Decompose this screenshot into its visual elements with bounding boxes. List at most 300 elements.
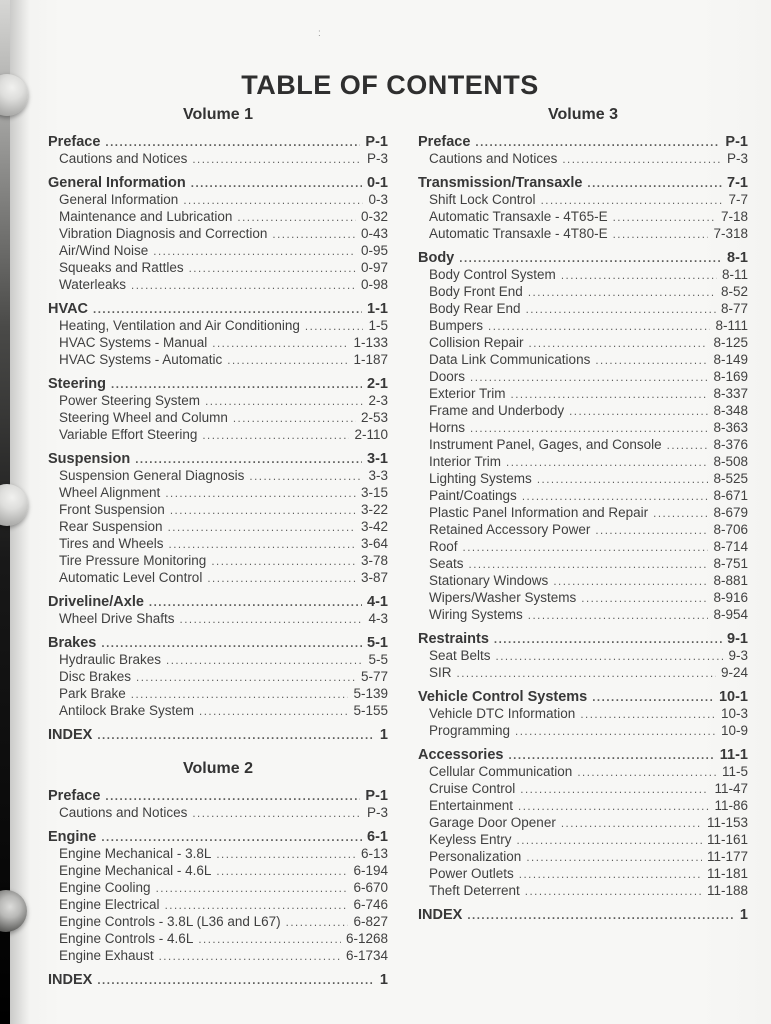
dot-leader bbox=[528, 608, 709, 624]
toc-section-header bbox=[48, 829, 388, 846]
dot-leader bbox=[470, 421, 708, 437]
toc-entry bbox=[48, 410, 388, 427]
entry-label: Cellular Communication bbox=[429, 764, 573, 779]
dot-leader bbox=[105, 789, 360, 805]
page-number: 8-125 bbox=[713, 335, 748, 350]
dot-leader bbox=[105, 135, 360, 151]
page-number: 8-363 bbox=[713, 420, 748, 435]
dot-leader bbox=[457, 666, 716, 682]
toc-entry bbox=[48, 468, 388, 485]
dot-leader bbox=[156, 881, 349, 897]
page-number: 10-1 bbox=[718, 689, 748, 705]
page-number: 1-1 bbox=[367, 301, 388, 317]
page-number: 0-32 bbox=[360, 209, 388, 224]
toc-section bbox=[48, 594, 388, 628]
entry-label: Personalization bbox=[429, 849, 522, 864]
entry-label: Engine Electrical bbox=[59, 897, 160, 912]
page-number: 8-508 bbox=[713, 454, 748, 469]
page-number: 8-525 bbox=[713, 471, 748, 486]
page-number: 1-5 bbox=[368, 318, 388, 333]
entry-label: Frame and Underbody bbox=[429, 403, 565, 418]
entry-label: Shift Lock Control bbox=[429, 192, 536, 207]
entry-label: Driveline/Axle bbox=[48, 594, 144, 610]
dot-leader bbox=[518, 799, 709, 815]
dot-leader bbox=[470, 370, 708, 386]
entry-label: Wiring Systems bbox=[429, 607, 523, 622]
entry-label: Waterleaks bbox=[59, 277, 127, 292]
entry-label: Wheel Alignment bbox=[59, 485, 161, 500]
page-number: 10-9 bbox=[720, 723, 748, 738]
page-number: 8-337 bbox=[713, 386, 748, 401]
page-number: 8-679 bbox=[713, 505, 748, 520]
page-number: 8-376 bbox=[713, 437, 748, 452]
toc-entry bbox=[48, 846, 388, 863]
toc-entry bbox=[48, 260, 388, 277]
dot-leader bbox=[553, 574, 708, 590]
entry-label: Interior Trim bbox=[429, 454, 502, 469]
toc-entry bbox=[418, 590, 748, 607]
entry-label: Preface bbox=[48, 788, 101, 804]
entry-label: Engine bbox=[48, 829, 97, 845]
entry-label: Front Suspension bbox=[59, 502, 165, 517]
toc-section-header bbox=[48, 972, 388, 989]
page-number: 3-3 bbox=[368, 468, 388, 483]
page-number: 8-348 bbox=[713, 403, 748, 418]
toc-entry bbox=[418, 723, 748, 740]
entry-label: Squeaks and Rattles bbox=[59, 260, 184, 275]
page-number: 2-53 bbox=[360, 410, 388, 425]
entry-label: INDEX bbox=[48, 972, 93, 988]
entry-label: Preface bbox=[418, 134, 471, 150]
toc-entry bbox=[418, 226, 748, 243]
toc-entry bbox=[418, 386, 748, 403]
toc-entry bbox=[418, 573, 748, 590]
toc-section-header bbox=[48, 175, 388, 192]
toc-entry bbox=[48, 652, 388, 669]
page-number: 7-18 bbox=[720, 209, 748, 224]
dot-leader bbox=[198, 932, 341, 948]
entry-label: Automatic Transaxle - 4T65-E bbox=[429, 209, 608, 224]
toc-section-header bbox=[48, 301, 388, 318]
dot-leader bbox=[135, 452, 362, 468]
dot-leader bbox=[520, 782, 709, 798]
dot-leader bbox=[97, 973, 375, 989]
page-number: 6-194 bbox=[353, 863, 388, 878]
dot-leader bbox=[653, 506, 708, 522]
toc-section-header bbox=[418, 175, 748, 192]
entry-label: Tires and Wheels bbox=[59, 536, 164, 551]
dot-leader bbox=[580, 707, 716, 723]
dot-leader bbox=[459, 251, 722, 267]
toc-section bbox=[48, 376, 388, 444]
dot-leader bbox=[613, 227, 709, 243]
dot-leader bbox=[131, 278, 356, 294]
toc-entry bbox=[418, 420, 748, 437]
entry-label: Keyless Entry bbox=[429, 832, 512, 847]
dot-leader bbox=[515, 724, 716, 740]
dot-leader bbox=[496, 649, 724, 665]
dot-leader bbox=[506, 455, 708, 471]
toc-entry bbox=[418, 815, 748, 832]
page-number: P-3 bbox=[726, 151, 748, 166]
page-number: 7-1 bbox=[727, 175, 748, 191]
toc-section-header bbox=[48, 727, 388, 744]
toc-section bbox=[48, 972, 388, 989]
entry-label: Garage Door Opener bbox=[429, 815, 556, 830]
toc-entry bbox=[48, 393, 388, 410]
toc-entry bbox=[418, 648, 748, 665]
dot-leader bbox=[569, 404, 708, 420]
toc-section bbox=[48, 829, 388, 965]
entry-label: Cautions and Notices bbox=[429, 151, 558, 166]
entry-label: Cautions and Notices bbox=[59, 151, 188, 166]
entry-label: Automatic Transaxle - 4T80-E bbox=[429, 226, 608, 241]
entry-label: Power Steering System bbox=[59, 393, 201, 408]
page-number: 9-1 bbox=[727, 631, 748, 647]
page-title: TABLE OF CONTENTS bbox=[241, 70, 539, 101]
dot-leader bbox=[216, 864, 348, 880]
entry-label: Suspension General Diagnosis bbox=[59, 468, 245, 483]
dot-leader bbox=[205, 394, 363, 410]
dot-leader bbox=[522, 489, 709, 505]
toc-entry bbox=[418, 471, 748, 488]
toc-section bbox=[418, 134, 748, 168]
page-number: 5-1 bbox=[367, 635, 388, 651]
dot-leader bbox=[180, 612, 364, 628]
page-number: P-3 bbox=[366, 151, 388, 166]
page-number: 8-52 bbox=[720, 284, 748, 299]
toc-entry bbox=[48, 151, 388, 168]
toc-entry bbox=[418, 301, 748, 318]
entry-label: Rear Suspension bbox=[59, 519, 163, 534]
entry-label: Maintenance and Lubrication bbox=[59, 209, 233, 224]
toc-entry bbox=[48, 519, 388, 536]
dot-leader bbox=[525, 884, 702, 900]
entry-label: Brakes bbox=[48, 635, 97, 651]
dot-leader bbox=[199, 704, 348, 720]
toc-entry bbox=[418, 665, 748, 682]
volume-heading: Volume 2 bbox=[183, 760, 253, 777]
dot-leader bbox=[561, 816, 702, 832]
toc-section-header bbox=[418, 907, 748, 924]
toc-section-header bbox=[48, 788, 388, 805]
page-number: 1-133 bbox=[353, 335, 388, 350]
page-number: 5-77 bbox=[360, 669, 388, 684]
dot-leader bbox=[249, 469, 363, 485]
dot-leader bbox=[592, 690, 714, 706]
entry-label: Vehicle DTC Information bbox=[429, 706, 576, 721]
page-number: 1 bbox=[379, 972, 388, 988]
toc-entry bbox=[418, 607, 748, 624]
toc-entry bbox=[48, 335, 388, 352]
dot-leader bbox=[212, 336, 348, 352]
dot-leader bbox=[529, 336, 709, 352]
page-number: 0-98 bbox=[360, 277, 388, 292]
page-number: 2-1 bbox=[367, 376, 388, 392]
toc-entry bbox=[48, 352, 388, 369]
entry-label: Engine Cooling bbox=[59, 880, 151, 895]
entry-label: Steering Wheel and Column bbox=[59, 410, 228, 425]
dot-leader bbox=[216, 847, 356, 863]
entry-label: Paint/Coatings bbox=[429, 488, 517, 503]
dot-leader bbox=[463, 540, 709, 556]
entry-label: Lighting Systems bbox=[429, 471, 532, 486]
toc-entry bbox=[48, 570, 388, 587]
page-number: 8-714 bbox=[713, 539, 748, 554]
toc-entry bbox=[48, 553, 388, 570]
entry-label: Air/Wind Noise bbox=[59, 243, 149, 258]
dot-leader bbox=[562, 152, 722, 168]
dot-leader bbox=[613, 210, 716, 226]
entry-label: Cruise Control bbox=[429, 781, 516, 796]
toc-entry bbox=[418, 522, 748, 539]
entry-label: Tire Pressure Monitoring bbox=[59, 553, 207, 568]
dot-leader bbox=[136, 670, 356, 686]
toc-section bbox=[418, 689, 748, 740]
entry-label: Retained Accessory Power bbox=[429, 522, 591, 537]
entry-label: Hydraulic Brakes bbox=[59, 652, 162, 667]
entry-label: Horns bbox=[429, 420, 466, 435]
page-number: 7-318 bbox=[713, 226, 748, 241]
dot-leader bbox=[541, 193, 724, 209]
dot-leader bbox=[233, 411, 356, 427]
dot-leader bbox=[169, 537, 356, 553]
toc-entry bbox=[48, 669, 388, 686]
dot-leader bbox=[168, 520, 356, 536]
toc-entry bbox=[48, 805, 388, 822]
entry-label: Body bbox=[418, 250, 455, 266]
toc-entry bbox=[48, 863, 388, 880]
dot-leader bbox=[101, 830, 362, 846]
page-number: 3-87 bbox=[360, 570, 388, 585]
toc-section-header bbox=[418, 134, 748, 151]
toc-section-header bbox=[48, 134, 388, 151]
toc-entry bbox=[418, 556, 748, 573]
toc-entry bbox=[48, 536, 388, 553]
entry-label: Cautions and Notices bbox=[59, 805, 188, 820]
toc-entry bbox=[48, 703, 388, 720]
entry-label: Accessories bbox=[418, 747, 504, 763]
toc-section-header bbox=[48, 376, 388, 393]
toc-entry bbox=[48, 226, 388, 243]
dot-leader bbox=[170, 503, 356, 519]
dot-leader bbox=[111, 377, 362, 393]
page-number: 8-111 bbox=[715, 318, 748, 333]
page-number: 6-1734 bbox=[345, 948, 388, 963]
dot-leader bbox=[189, 261, 356, 277]
dot-leader bbox=[528, 285, 716, 301]
toc-entry bbox=[418, 764, 748, 781]
dot-leader bbox=[227, 353, 348, 369]
toc-entry bbox=[48, 880, 388, 897]
page-number: 7-7 bbox=[728, 192, 748, 207]
entry-label: Automatic Level Control bbox=[59, 570, 203, 585]
entry-label: Wipers/Washer Systems bbox=[429, 590, 577, 605]
page-number: 8-954 bbox=[713, 607, 748, 622]
page-number: 0-43 bbox=[360, 226, 388, 241]
page-number: 0-95 bbox=[360, 243, 388, 258]
toc-entry bbox=[418, 454, 748, 471]
page-number: 11-153 bbox=[706, 815, 748, 830]
page-number: 11-1 bbox=[719, 747, 748, 763]
entry-label: Disc Brakes bbox=[59, 669, 132, 684]
toc-entry bbox=[418, 505, 748, 522]
dot-leader bbox=[149, 595, 362, 611]
page-number: 3-15 bbox=[360, 485, 388, 500]
toc-entry bbox=[48, 897, 388, 914]
dot-leader bbox=[211, 554, 356, 570]
toc-section-header bbox=[48, 635, 388, 652]
page-number: 6-827 bbox=[353, 914, 388, 929]
entry-label: Engine Controls - 4.6L bbox=[59, 931, 194, 946]
dot-leader bbox=[272, 227, 356, 243]
dot-leader bbox=[202, 428, 349, 444]
dot-leader bbox=[595, 353, 708, 369]
entry-label: Seats bbox=[429, 556, 464, 571]
page-number: 3-22 bbox=[360, 502, 388, 517]
dot-leader bbox=[166, 653, 363, 669]
entry-label: Steering bbox=[48, 376, 107, 392]
dot-leader bbox=[207, 571, 356, 587]
toc-entry bbox=[418, 403, 748, 420]
page-number: 10-3 bbox=[720, 706, 748, 721]
entry-label: INDEX bbox=[418, 907, 463, 923]
toc-entry bbox=[48, 427, 388, 444]
page-number: 9-24 bbox=[720, 665, 748, 680]
toc-entry bbox=[418, 488, 748, 505]
entry-label: HVAC bbox=[48, 301, 89, 317]
dot-leader bbox=[537, 472, 709, 488]
toc-section-header bbox=[48, 594, 388, 611]
entry-label: Body Rear End bbox=[429, 301, 521, 316]
page-number: 6-746 bbox=[353, 897, 388, 912]
entry-label: Engine Mechanical - 3.8L bbox=[59, 846, 212, 861]
toc-section-header bbox=[418, 250, 748, 267]
toc-entry bbox=[418, 883, 748, 900]
toc-entry bbox=[418, 866, 748, 883]
toc-section bbox=[418, 175, 748, 243]
entry-label: INDEX bbox=[48, 727, 93, 743]
toc-entry bbox=[418, 437, 748, 454]
toc-section-header bbox=[418, 689, 748, 706]
dot-leader bbox=[286, 915, 349, 931]
page-number: 8-1 bbox=[727, 250, 748, 266]
dot-leader bbox=[192, 806, 362, 822]
dot-leader bbox=[192, 152, 362, 168]
dot-leader bbox=[667, 438, 709, 454]
toc-entry bbox=[418, 832, 748, 849]
entry-label: Engine Exhaust bbox=[59, 948, 154, 963]
dot-leader bbox=[165, 898, 349, 914]
toc-entry bbox=[48, 277, 388, 294]
toc-entry bbox=[48, 611, 388, 628]
entry-label: SIR bbox=[429, 665, 452, 680]
page-number: 11-86 bbox=[714, 798, 748, 813]
entry-label: Transmission/Transaxle bbox=[418, 175, 583, 191]
entry-label: General Information bbox=[48, 175, 186, 191]
page-number: P-3 bbox=[366, 805, 388, 820]
page-number: 8-916 bbox=[713, 590, 748, 605]
page-number: 11-5 bbox=[721, 764, 748, 779]
dot-leader bbox=[519, 867, 702, 883]
page-number: 6-13 bbox=[360, 846, 388, 861]
page-number: 0-97 bbox=[360, 260, 388, 275]
dot-leader bbox=[467, 908, 735, 924]
entry-label: Roof bbox=[429, 539, 458, 554]
toc-entry bbox=[418, 352, 748, 369]
toc-entry bbox=[418, 849, 748, 866]
toc-entry bbox=[418, 706, 748, 723]
page-number: P-1 bbox=[365, 134, 388, 150]
toc-entry bbox=[418, 798, 748, 815]
toc-entry bbox=[418, 209, 748, 226]
entry-label: Wheel Drive Shafts bbox=[59, 611, 175, 626]
entry-label: Stationary Windows bbox=[429, 573, 549, 588]
entry-label: General Information bbox=[59, 192, 179, 207]
entry-label: HVAC Systems - Automatic bbox=[59, 352, 223, 367]
toc-section bbox=[48, 451, 388, 587]
page-number: 4-1 bbox=[367, 594, 388, 610]
toc-section bbox=[418, 907, 748, 924]
toc-entry bbox=[48, 243, 388, 260]
dot-leader bbox=[237, 210, 356, 226]
toc-section bbox=[418, 631, 748, 682]
entry-label: Park Brake bbox=[59, 686, 126, 701]
toc-entry bbox=[48, 485, 388, 502]
toc-section bbox=[48, 175, 388, 294]
toc-section-header bbox=[418, 631, 748, 648]
toc-entry bbox=[418, 781, 748, 798]
page-number: 8-149 bbox=[713, 352, 748, 367]
page-number: 1 bbox=[379, 727, 388, 743]
page-number: 6-1268 bbox=[345, 931, 388, 946]
entry-label: Variable Effort Steering bbox=[59, 427, 198, 442]
dot-leader bbox=[153, 244, 356, 260]
entry-label: HVAC Systems - Manual bbox=[59, 335, 208, 350]
toc-section bbox=[48, 788, 388, 822]
page-number: 6-1 bbox=[367, 829, 388, 845]
entry-label: Vehicle Control Systems bbox=[418, 689, 588, 705]
dot-leader bbox=[305, 319, 364, 335]
volume-heading: Volume 3 bbox=[548, 106, 618, 123]
page-number: 2-110 bbox=[354, 427, 388, 442]
dot-leader bbox=[517, 833, 702, 849]
toc-entry bbox=[418, 318, 748, 335]
dot-leader bbox=[93, 302, 362, 318]
dot-leader bbox=[526, 302, 716, 318]
toc-entry bbox=[418, 539, 748, 556]
page-number: 3-42 bbox=[360, 519, 388, 534]
page-number: 8-671 bbox=[713, 488, 748, 503]
dot-leader bbox=[131, 687, 349, 703]
entry-label: Heating, Ventilation and Air Conditioning bbox=[59, 318, 300, 333]
page-number: 3-78 bbox=[360, 553, 388, 568]
dot-leader bbox=[469, 557, 709, 573]
toc-entry bbox=[48, 914, 388, 931]
entry-label: Programming bbox=[429, 723, 511, 738]
dot-leader bbox=[581, 591, 708, 607]
entry-label: Engine Mechanical - 4.6L bbox=[59, 863, 212, 878]
toc-entry bbox=[48, 502, 388, 519]
page-number: P-1 bbox=[725, 134, 748, 150]
page-number: 8-751 bbox=[713, 556, 748, 571]
toc-section bbox=[48, 727, 388, 744]
toc-section bbox=[418, 250, 748, 624]
entry-label: Restraints bbox=[418, 631, 489, 647]
toc-entry bbox=[48, 209, 388, 226]
entry-label: Vibration Diagnosis and Correction bbox=[59, 226, 268, 241]
toc-entry bbox=[418, 335, 748, 352]
